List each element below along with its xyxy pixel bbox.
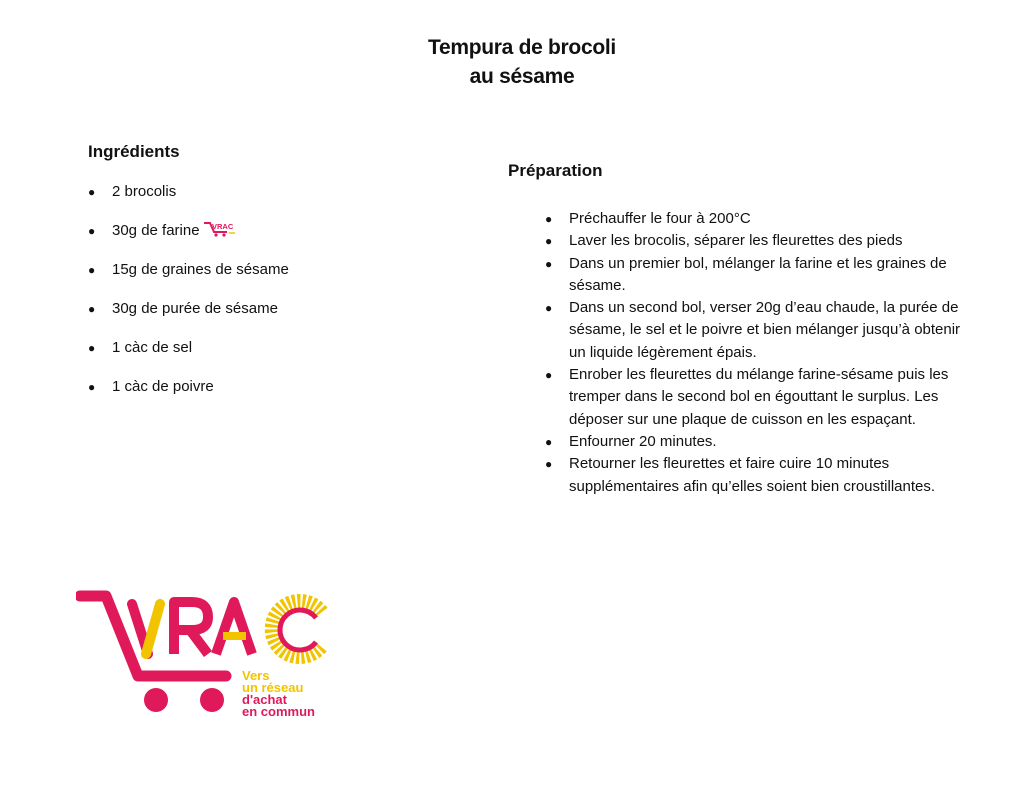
logo-tagline-line-2: un réseau xyxy=(242,680,304,695)
recipe-title-line-1: Tempura de brocoli xyxy=(428,36,616,59)
ingredient-item xyxy=(88,376,289,415)
ingredient-item xyxy=(88,181,289,220)
logo-tagline-line-4: en commun xyxy=(242,704,315,719)
bullet-icon: ● xyxy=(88,341,96,355)
bullet-icon: ● xyxy=(545,368,553,383)
bullet-icon: ● xyxy=(545,434,553,449)
bullet-icon: ● xyxy=(88,185,96,199)
preparation-step xyxy=(545,431,965,453)
bullet-icon: ● xyxy=(545,301,553,316)
bullet-icon: ● xyxy=(545,457,553,472)
preparation-step xyxy=(545,208,965,230)
preparation-step-text: Dans un premier bol, mélanger la farine et les graines de sésame. xyxy=(569,254,947,294)
preparation-step-text: Laver les brocolis, séparer les fleurettes des pieds xyxy=(569,232,903,250)
ingredient-text: 30g de purée de sésame xyxy=(112,300,278,317)
vrac-mini-logo-icon xyxy=(203,220,237,237)
ingredient-item xyxy=(88,220,289,259)
preparation-step-text: Enrober les fleurettes du mélange farine-sésame puis les tremper dans le second bol en égouttant le surplus. Les déposer sur une plaque de cuisson en les espaçant. xyxy=(569,366,949,428)
bullet-icon: ● xyxy=(88,380,96,394)
bullet-icon: ● xyxy=(545,234,553,249)
bullet-icon: ● xyxy=(88,224,96,238)
preparation-step xyxy=(545,253,965,298)
preparation-step xyxy=(545,297,965,364)
ingredient-text: 15g de graines de sésame xyxy=(112,261,289,278)
bullet-icon: ● xyxy=(88,302,96,316)
logo-tagline-line-3: d'achat xyxy=(242,692,287,707)
ingredient-text: 30g de farine xyxy=(112,222,200,239)
vrac-logo xyxy=(76,584,336,724)
preparation-step xyxy=(545,364,965,431)
preparation-heading: Préparation xyxy=(508,161,603,180)
cart-wheel-right xyxy=(200,688,224,712)
preparation-step xyxy=(545,230,965,252)
preparation-step-text: Retourner les fleurettes et faire cuire 10 minutes supplémentaires afin qu’elles soient bien croustillantes. xyxy=(569,455,936,495)
preparation-list xyxy=(545,208,965,498)
logo-tagline-line-1: Vers xyxy=(242,668,270,683)
preparation-step-text: Enfourner 20 minutes. xyxy=(569,432,717,450)
bullet-icon: ● xyxy=(545,212,553,226)
recipe-title-line-2: au sésame xyxy=(469,65,575,88)
recipe-title xyxy=(0,33,1024,91)
ingredient-item xyxy=(88,298,289,337)
ingredients-list xyxy=(88,181,289,415)
svg-text:VRAC: VRAC xyxy=(211,222,233,231)
ingredient-text: 2 brocolis xyxy=(112,183,177,200)
cart-wheel-left xyxy=(144,688,168,712)
ingredient-text: 1 càc de poivre xyxy=(112,378,214,395)
bullet-icon: ● xyxy=(545,256,553,271)
ingredient-item xyxy=(88,259,289,298)
preparation-step xyxy=(545,453,965,498)
ingredient-item xyxy=(88,337,289,376)
preparation-step-text: Préchauffer le four à 200°C xyxy=(569,210,751,227)
ingredients-heading: Ingrédients xyxy=(88,142,180,161)
preparation-step-text: Dans un second bol, verser 20g d’eau chaude, la purée de sésame, le sel et le poivre et bien mélanger jusqu’à obtenir un liquide légèrement épais. xyxy=(569,299,961,361)
bullet-icon: ● xyxy=(88,263,96,277)
ingredient-text: 1 càc de sel xyxy=(112,339,193,356)
